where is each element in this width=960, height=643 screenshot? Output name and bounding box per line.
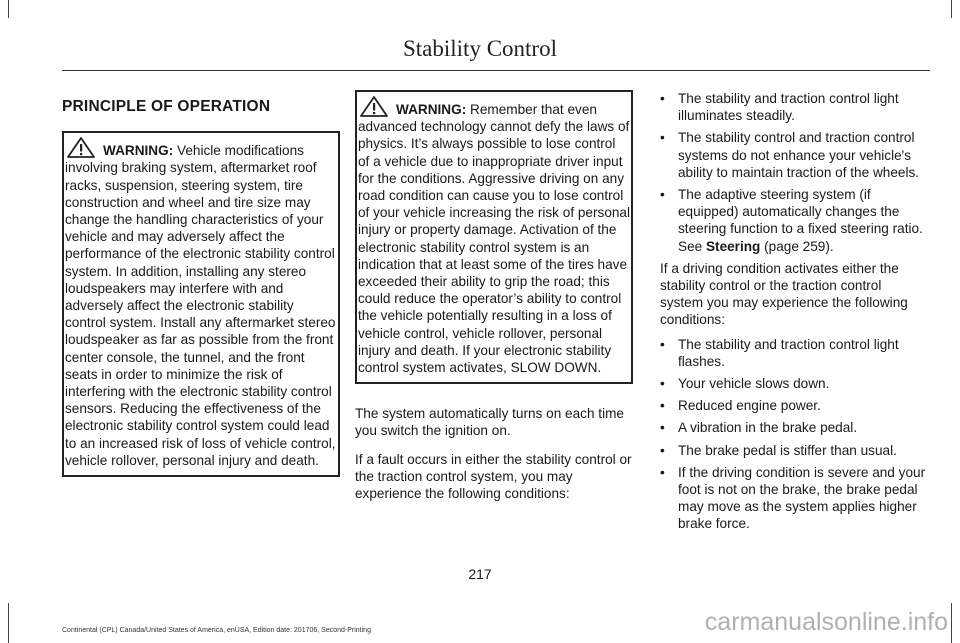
header-divider <box>62 70 930 71</box>
list-item: • The stability control and traction control systems do not enhance your vehicle's ability to maintain traction of the wheels. <box>660 129 928 181</box>
crop-mark-bottom-left <box>8 603 9 643</box>
warning-paragraph-1 <box>65 137 337 469</box>
crop-mark-top-left <box>8 0 9 18</box>
body-paragraph: If a fault occurs in either the stability control or the traction control system, you may experience the following conditions: <box>355 451 632 502</box>
section-heading: PRINCIPLE OF OPERATION <box>62 98 271 115</box>
list-item: • Your vehicle slows down. <box>660 375 928 392</box>
crop-mark-top-right <box>951 0 952 18</box>
page-reference: (page 259). <box>764 238 834 254</box>
footer-edition-text: Continental (CPL) Canada/United States of America, enUSA, Edition date: 201706, Second-Printing <box>62 627 371 634</box>
column-right <box>660 90 928 538</box>
list-item: • The brake pedal is stiffer than usual. <box>660 442 928 459</box>
list-item: • The stability and traction control light flashes. <box>660 336 928 370</box>
list-item: • The stability and traction control light illuminates steadily. <box>660 90 928 124</box>
steering-link[interactable]: Steering <box>705 238 761 254</box>
list-item <box>660 186 928 255</box>
warning-paragraph-2 <box>358 96 630 376</box>
warning-box-2 <box>355 90 633 384</box>
warning-text: Vehicle modifications involving braking system, aftermarket roof racks, suspension, steering system, tire construction and wheel and tire size may change the handling characteristics of your vehicle and may adversely affect the performance of the electronic stability control system. In addition, installing any stereo loudspeakers may interfere with and adversely affect the electronic stability control system. Install any aftermarket stereo loudspeaker as far as possible from the front center console, the tunnel, and the front seats in order to minimize the risk of interfering with the electronic stability control sensors. Reducing the effectiveness of the electronic stability control system could lead to an increased risk of loss of vehicle control, vehicle rollover, personal injury and death. <box>65 143 336 468</box>
body-paragraph: If a driving condition activates either the stability control or the traction control system you may experience the following conditions: <box>660 260 908 328</box>
warning-label: WARNING: <box>396 102 467 117</box>
warning-text: Remember that even advanced technology cannot defy the laws of physics. It’s always possible to lose control of a vehicle due to inappropriate driver input for the conditions. Aggressive driving on any road condition can cause you to lose control of your vehicle increasing the risk of personal injury or property damage. Activation of the electronic stability control system is an indication that at least some of the tires have exceeded their ability to grip the road; this could reduce the operator’s ability to control the vehicle potentially resulting in a loss of vehicle control, vehicle rollover, personal injury and death. If your electronic stability control system activates, SLOW DOWN. <box>358 102 631 376</box>
warning-box-1 <box>62 131 340 477</box>
warning-triangle-icon <box>67 137 99 159</box>
warning-label: WARNING: <box>103 143 174 159</box>
crop-mark-bottom-right <box>951 603 952 643</box>
list-item: • A vibration in the brake pedal. <box>660 419 928 436</box>
column-left <box>62 90 340 477</box>
list-item: • Reduced engine power. <box>660 397 928 414</box>
column-middle <box>355 90 633 502</box>
page-title: Stability Control <box>403 36 557 61</box>
list-item-text: The adaptive steering system (if equipped) automatically changes the steering function to a fixed steering ratio. See <box>678 187 923 254</box>
conditions-list-fault <box>660 90 928 255</box>
conditions-list-active <box>660 336 928 533</box>
page-number: 217 <box>468 566 492 582</box>
body-paragraph: The system automatically turns on each time you switch the ignition on. <box>355 406 624 439</box>
warning-triangle-icon <box>360 96 392 118</box>
list-item: • If the driving condition is severe and your foot is not on the brake, the brake pedal may move as the system applies higher brake force. <box>660 464 928 533</box>
watermark: carmanualsonline.info <box>704 608 948 636</box>
